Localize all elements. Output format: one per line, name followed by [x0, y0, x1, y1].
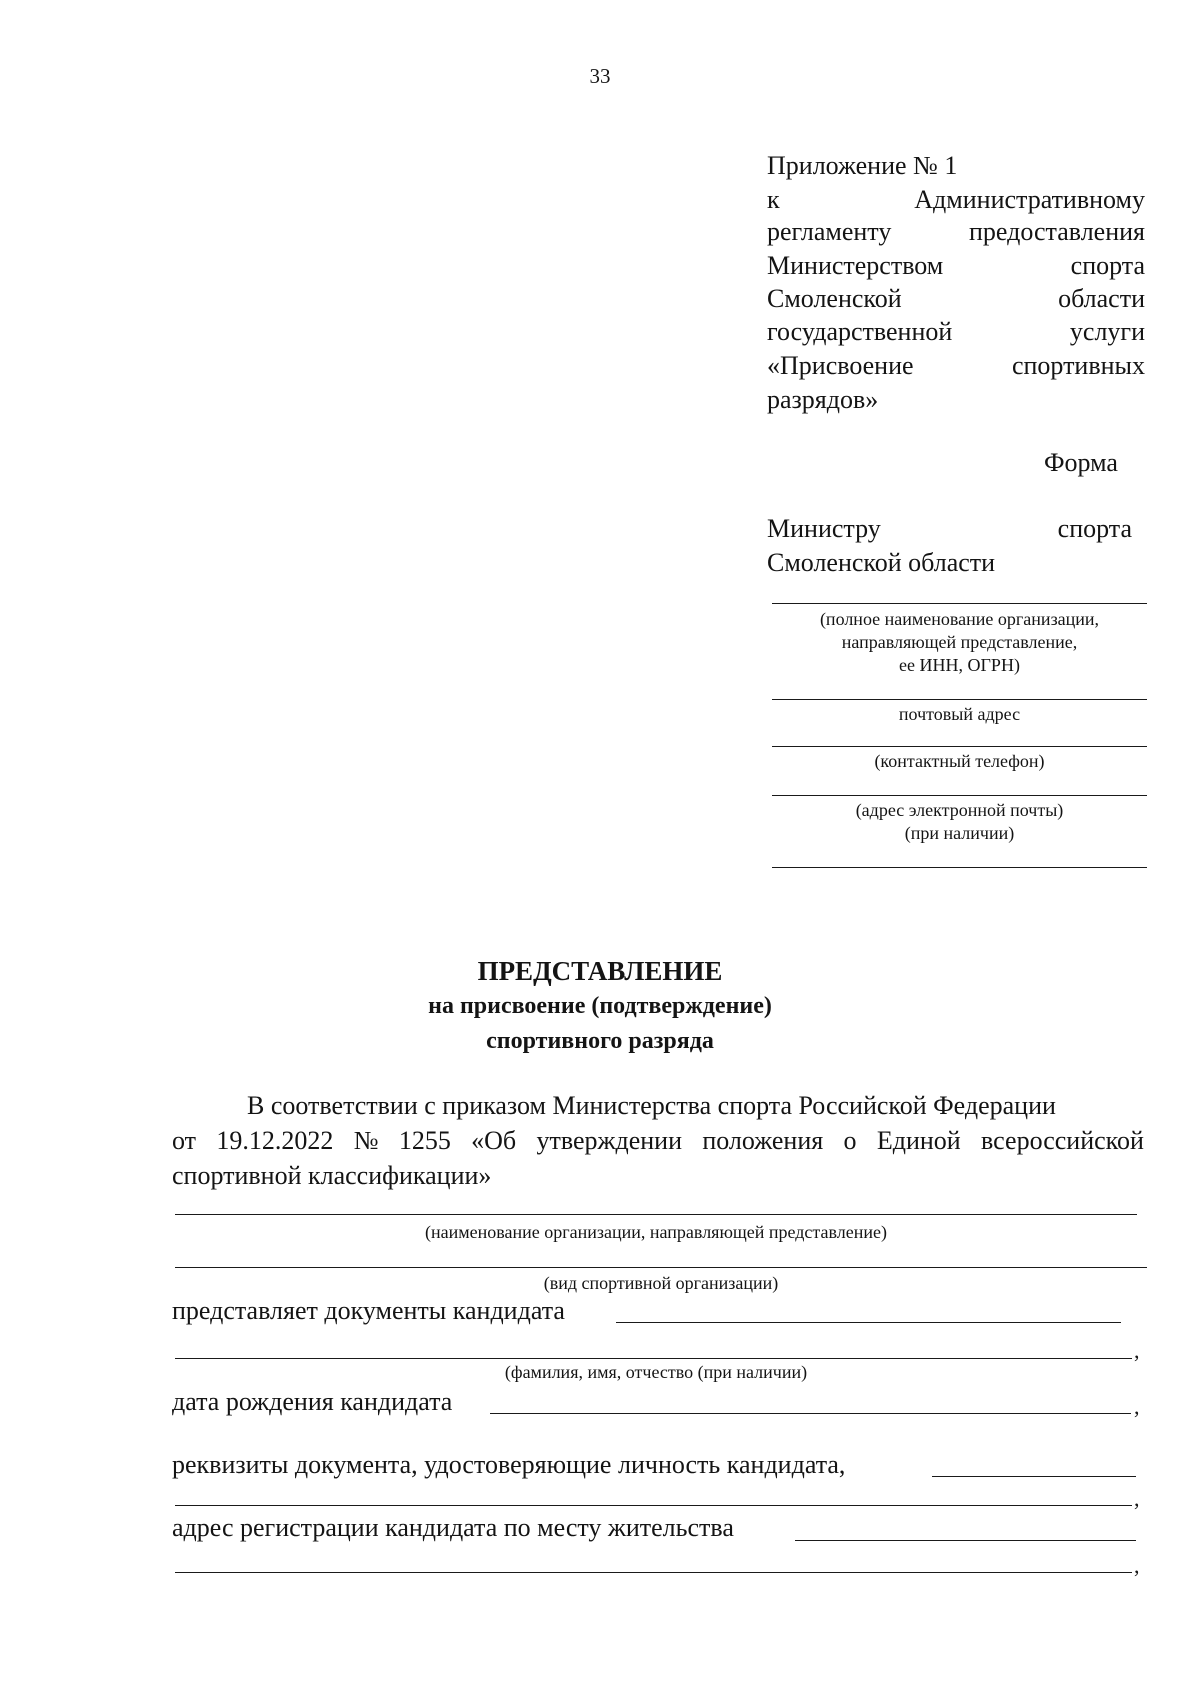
intro-word: 1255 — [398, 1126, 451, 1155]
appendix-line-7 — [767, 350, 1145, 382]
addressee-text: Министру — [767, 514, 881, 543]
intro-word: о — [843, 1126, 857, 1155]
document-title: ПРЕДСТАВЛЕНИЕ — [477, 956, 723, 986]
appendix-text: «Присвоение — [767, 351, 914, 380]
phone-caption: (контактный телефон) — [874, 751, 1045, 771]
appendix-text: услуги — [1069, 317, 1145, 346]
intro-word: положения — [702, 1126, 824, 1155]
birth-date-label: дата рождения кандидата — [172, 1387, 453, 1416]
extra-field-line[interactable] — [772, 867, 1147, 868]
intro-word: «Об — [471, 1126, 517, 1155]
comma: , — [1134, 1486, 1140, 1511]
addressee-line-1 — [767, 513, 1132, 545]
page-number: 33 — [589, 64, 611, 88]
intro-line-2 — [172, 1123, 1144, 1158]
address-blank-2[interactable] — [175, 1572, 1132, 1573]
appendix-text: спорта — [1070, 251, 1145, 280]
appendix-text: предоставления — [969, 217, 1145, 246]
document-subtitle: на присвоение (подтверждение) — [428, 993, 772, 1019]
intro-line-1: В соответствии с приказом Министерства спорта Российской Федерации — [247, 1091, 1056, 1120]
fio-blank[interactable] — [175, 1358, 1132, 1359]
email-caption — [772, 799, 1147, 845]
appendix-text: Административному — [914, 185, 1145, 214]
org-type-blank[interactable] — [175, 1267, 1147, 1268]
appendix-text: разрядов» — [767, 385, 879, 414]
address-label: адрес регистрации кандидата по месту жительства — [172, 1513, 734, 1542]
intro-word: 19.12.2022 — [216, 1126, 334, 1155]
comma: , — [1134, 1394, 1140, 1419]
org-name-blank[interactable] — [175, 1214, 1137, 1215]
intro-word: от — [172, 1126, 197, 1155]
fio-caption: (фамилия, имя, отчество (при наличии) — [504, 1362, 808, 1382]
org-name-caption — [772, 608, 1147, 677]
intro-word: утверждении — [536, 1126, 683, 1155]
appendix-line-4 — [767, 250, 1145, 282]
intro-word: всероссийской — [981, 1126, 1144, 1155]
caption-line: (при наличии) — [904, 823, 1015, 843]
appendix-line-3 — [767, 216, 1145, 248]
caption-line: направляющей представление, — [841, 632, 1078, 652]
document-subtitle-2: спортивного разряда — [486, 1028, 714, 1054]
appendix-text: Смоленской — [767, 284, 902, 313]
email-field-line[interactable] — [772, 795, 1147, 796]
caption-line: ее ИНН, ОГРН) — [899, 655, 1020, 675]
id-document-blank-2[interactable] — [175, 1505, 1132, 1506]
caption-line: (полное наименование организации, — [819, 609, 1100, 629]
candidate-docs-label: представляет документы кандидата — [172, 1296, 565, 1325]
form-label: Форма — [1044, 448, 1118, 477]
appendix-text: Министерством — [767, 251, 944, 280]
addressee-text: спорта — [1057, 514, 1132, 543]
appendix-text: к — [767, 185, 780, 214]
appendix-text: Приложение № 1 — [767, 151, 958, 180]
address-blank[interactable] — [795, 1540, 1136, 1541]
appendix-line-2 — [767, 184, 1145, 216]
postal-address-caption: почтовый адрес — [898, 704, 1021, 724]
org-name-blank-caption: (наименование организации, направляющей представление) — [425, 1222, 887, 1242]
appendix-text: спортивных — [1011, 351, 1145, 380]
comma: , — [1134, 1338, 1140, 1363]
intro-word: № — [353, 1126, 379, 1155]
intro-paragraph — [172, 1088, 1144, 1193]
phone-field-line[interactable] — [772, 746, 1147, 747]
caption-line: (адрес электронной почты) — [855, 800, 1064, 820]
candidate-docs-blank[interactable] — [616, 1322, 1121, 1323]
addressee-text: Смоленской области — [767, 548, 996, 577]
appendix-line-5 — [767, 283, 1145, 315]
appendix-line-6 — [767, 316, 1145, 348]
id-document-label: реквизиты документа, удостоверяющие личность кандидата, — [172, 1450, 846, 1479]
comma: , — [1134, 1553, 1140, 1578]
id-document-blank[interactable] — [932, 1476, 1136, 1477]
appendix-line-1 — [767, 150, 1145, 182]
appendix-text: регламенту — [767, 217, 892, 246]
org-type-blank-caption: (вид спортивной организации) — [543, 1273, 779, 1293]
org-name-field-line[interactable] — [772, 603, 1147, 604]
intro-word: Единой — [876, 1126, 961, 1155]
intro-line-3: спортивной классификации» — [172, 1161, 492, 1190]
addressee-line-2 — [767, 547, 1145, 579]
appendix-text: государственной — [767, 317, 953, 346]
appendix-text: области — [1058, 284, 1145, 313]
postal-address-field-line[interactable] — [772, 699, 1147, 700]
appendix-line-8 — [767, 384, 1145, 416]
birth-date-blank[interactable] — [490, 1413, 1131, 1414]
